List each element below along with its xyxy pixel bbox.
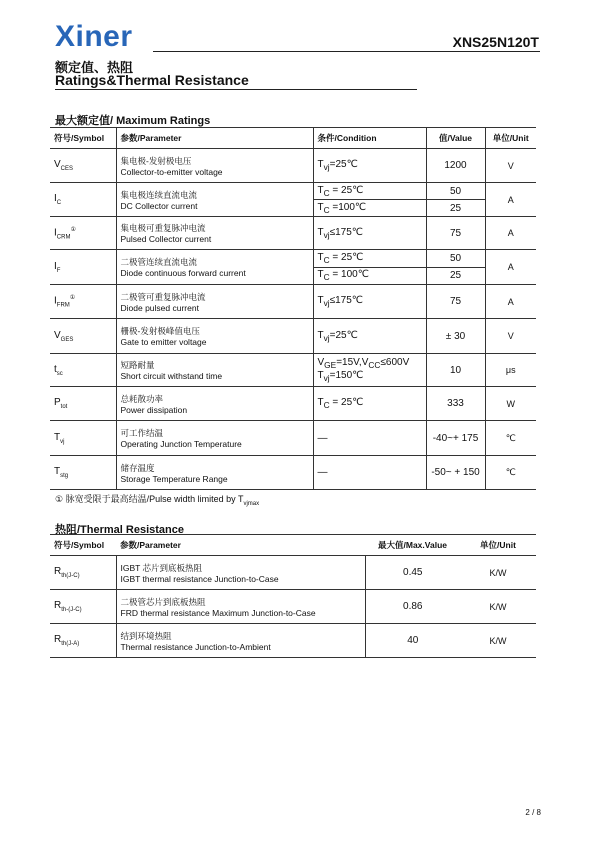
symbol-cell: $T_{stg}$ bbox=[50, 456, 116, 490]
value-cell: 25 bbox=[426, 200, 485, 217]
table-row bbox=[50, 250, 536, 268]
title-rule bbox=[55, 89, 417, 90]
parameter-en: Storage Temperature Range bbox=[120, 473, 228, 484]
condition-cell: $T_C$ = 25℃ bbox=[313, 250, 426, 268]
parameter-cell bbox=[116, 149, 313, 183]
col-max-value: 最大值/Max.Value bbox=[365, 535, 460, 556]
col-unit: 单位/Unit bbox=[460, 535, 536, 556]
symbol-cell: $P_{tot}$ bbox=[50, 387, 116, 421]
parameter-cn: 结到环境热阻 bbox=[120, 630, 172, 641]
condition-cell: — bbox=[313, 456, 426, 490]
parameter-cn: 集电极连续直流电流 bbox=[120, 189, 198, 200]
table-row bbox=[50, 319, 536, 354]
symbol-cell: $t_{sc}$ bbox=[50, 354, 116, 387]
col-symbol: 符号/Symbol bbox=[50, 128, 116, 149]
unit-cell: A bbox=[485, 183, 536, 217]
col-value: 值/Value bbox=[426, 128, 485, 149]
parameter-cell bbox=[116, 624, 365, 658]
value-cell: 75 bbox=[426, 217, 485, 250]
unit-cell: ℃ bbox=[485, 421, 536, 456]
condition-cell: $T_C$ = 25℃ bbox=[313, 387, 426, 421]
parameter-cn: 可工作结温 bbox=[120, 428, 164, 438]
value-cell: 10 bbox=[426, 354, 485, 387]
symbol-cell: $I_{CRM}^①$ bbox=[50, 217, 116, 250]
parameter-cell bbox=[116, 387, 313, 421]
parameter-cell bbox=[116, 354, 313, 387]
header-rule bbox=[153, 51, 540, 52]
parameter-cell bbox=[116, 285, 313, 319]
table-row bbox=[50, 285, 536, 319]
value-cell: 75 bbox=[426, 285, 485, 319]
table-row bbox=[50, 556, 536, 590]
parameter-cn: 集电极-发射极电压 bbox=[120, 155, 192, 166]
symbol-cell: $I_C$ bbox=[50, 183, 116, 217]
parameter-cn: 短路耐量 bbox=[120, 360, 155, 370]
parameter-cell bbox=[116, 556, 365, 590]
parameter-cn: 集电极可重复脉冲电流 bbox=[120, 223, 206, 233]
value-cell: 50 bbox=[426, 183, 485, 200]
parameter-cn: 总耗散功率 bbox=[120, 393, 164, 404]
max-ratings-section-title: 最大额定值/ Maximum Ratings bbox=[55, 115, 211, 127]
page-number: 2 / 8 bbox=[525, 808, 541, 817]
parameter-cell bbox=[116, 456, 313, 490]
parameter-cn: 二极管连续直流电流 bbox=[120, 257, 198, 267]
table-row bbox=[50, 387, 536, 421]
parameter-cn: 栅极-发射极峰值电压 bbox=[120, 326, 200, 336]
symbol-cell: $V_{GES}$ bbox=[50, 319, 116, 354]
unit-cell: K/W bbox=[460, 556, 536, 590]
parameter-en: Diode pulsed current bbox=[120, 302, 199, 313]
unit-cell: ℃ bbox=[485, 456, 536, 490]
condition-cell: $T_C$ = 25℃ bbox=[313, 183, 426, 200]
parameter-en: Short circuit withstand time bbox=[120, 371, 223, 381]
footnote: ① 脉宽受限于最高结温/Pulse width limited by $T_{vjmax}$ bbox=[55, 494, 260, 507]
value-cell: 40 bbox=[365, 624, 460, 658]
max-ratings-header-row bbox=[50, 128, 536, 149]
condition-cell: $V_{GE}=15V,V_{CC}\le 600V$ $T_{vj}=150℃$ bbox=[313, 354, 426, 387]
col-parameter: 参数/Parameter bbox=[116, 128, 313, 149]
parameter-en: Gate to emitter voltage bbox=[120, 337, 207, 347]
condition-cell: $T_{vj}\le 175℃$ bbox=[313, 285, 426, 319]
page-title-cn: 额定值、热阻 bbox=[55, 60, 134, 75]
parameter-en: Collector-to-emitter voltage bbox=[120, 166, 223, 177]
col-unit: 单位/Unit bbox=[485, 128, 536, 149]
parameter-cell bbox=[116, 183, 313, 217]
table-row bbox=[50, 456, 536, 490]
parameter-en: FRD thermal resistance Maximum Junction-to-Case bbox=[120, 607, 316, 618]
table-row bbox=[50, 421, 536, 456]
parameter-en: DC Collector current bbox=[120, 200, 198, 211]
col-parameter: 参数/Parameter bbox=[116, 535, 365, 556]
condition-cell: $T_{vj}=25℃$ bbox=[313, 149, 426, 183]
col-condition: 条件/Condition bbox=[313, 128, 426, 149]
table-row bbox=[50, 149, 536, 183]
symbol-cell: $R_{th(J-A)}$ bbox=[50, 624, 116, 658]
table-row bbox=[50, 354, 536, 387]
thermal-header-row bbox=[50, 535, 536, 556]
table-row bbox=[50, 590, 536, 624]
value-cell: 333 bbox=[426, 387, 485, 421]
col-symbol: 符号/Symbol bbox=[50, 535, 116, 556]
table-row bbox=[50, 624, 536, 658]
parameter-en: IGBT thermal resistance Junction-to-Case bbox=[120, 573, 279, 584]
value-cell: -40~+ 175 bbox=[426, 421, 485, 456]
unit-cell: K/W bbox=[460, 590, 536, 624]
symbol-cell: $I_F$ bbox=[50, 250, 116, 285]
thermal-table bbox=[50, 534, 536, 658]
parameter-cell bbox=[116, 319, 313, 354]
value-cell: ± 30 bbox=[426, 319, 485, 354]
parameter-en: Operating Junction Temperature bbox=[120, 439, 242, 449]
condition-cell: $T_{vj}\le 175℃$ bbox=[313, 217, 426, 250]
unit-cell: A bbox=[485, 285, 536, 319]
unit-cell: K/W bbox=[460, 624, 536, 658]
symbol-cell: $R_{th(J-C)}$ bbox=[50, 556, 116, 590]
parameter-cn: IGBT 芯片到底板热阻 bbox=[120, 562, 203, 573]
parameter-en: Power dissipation bbox=[120, 404, 188, 415]
parameter-cn: 二极管芯片到底板热阻 bbox=[120, 596, 206, 607]
table-row bbox=[50, 217, 536, 250]
company-logo: Xiner bbox=[55, 20, 133, 53]
condition-cell: — bbox=[313, 421, 426, 456]
parameter-cell bbox=[116, 250, 313, 285]
symbol-cell: $V_{CES}$ bbox=[50, 149, 116, 183]
unit-cell: A bbox=[485, 250, 536, 285]
value-cell: 1200 bbox=[426, 149, 485, 183]
parameter-en: Diode continuous forward current bbox=[120, 268, 246, 278]
value-cell: 50 bbox=[426, 250, 485, 268]
unit-cell: V bbox=[485, 149, 536, 183]
unit-cell: V bbox=[485, 319, 536, 354]
value-cell: 0.45 bbox=[365, 556, 460, 590]
table-row bbox=[50, 183, 536, 200]
max-ratings-table bbox=[50, 127, 536, 490]
value-cell: 25 bbox=[426, 267, 485, 285]
unit-cell: W bbox=[485, 387, 536, 421]
symbol-cell: $R_{th-(J-C)}$ bbox=[50, 590, 116, 624]
unit-cell: μs bbox=[485, 354, 536, 387]
parameter-en: Thermal resistance Junction-to-Ambient bbox=[120, 641, 271, 652]
parameter-en: Pulsed Collector current bbox=[120, 234, 212, 244]
parameter-cell bbox=[116, 217, 313, 250]
unit-cell: A bbox=[485, 217, 536, 250]
condition-cell: $T_C$ = 100℃ bbox=[313, 267, 426, 285]
parameter-cn: 储存温度 bbox=[120, 462, 155, 473]
parameter-cn: 二极管可重复脉冲电流 bbox=[120, 291, 206, 302]
page-title-en: Ratings&Thermal Resistance bbox=[55, 72, 249, 88]
value-cell: -50~ + 150 bbox=[426, 456, 485, 490]
thermal-section-title: 热阻/Thermal Resistance bbox=[55, 524, 184, 536]
value-cell: 0.86 bbox=[365, 590, 460, 624]
parameter-cell bbox=[116, 421, 313, 456]
parameter-cell bbox=[116, 590, 365, 624]
condition-cell: $T_C$ =100℃ bbox=[313, 200, 426, 217]
condition-cell: $T_{vj}=25℃$ bbox=[313, 319, 426, 354]
symbol-cell: $T_{vj}$ bbox=[50, 421, 116, 456]
symbol-cell: $I_{FRM}^①$ bbox=[50, 285, 116, 319]
part-number: XNS25N120T bbox=[452, 34, 539, 50]
